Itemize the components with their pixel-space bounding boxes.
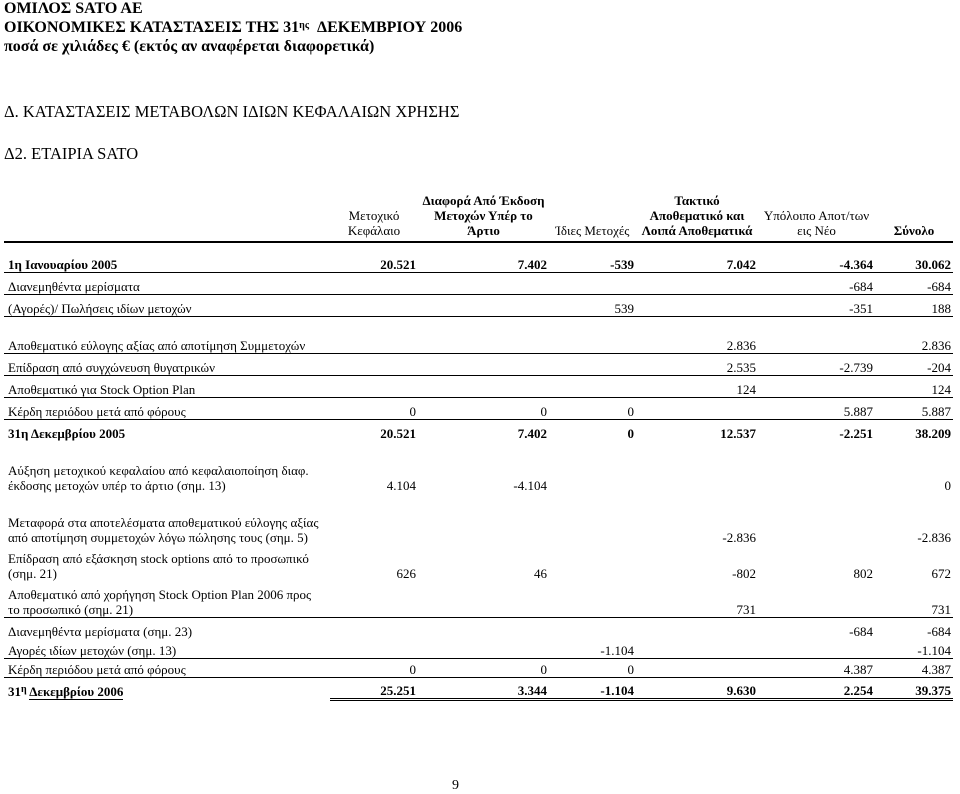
cell-value: 4.387 <box>875 658 953 677</box>
table-row <box>4 316 953 353</box>
cell-value <box>330 375 418 397</box>
cell-value: 2.254 <box>758 677 875 699</box>
table-row-final <box>4 677 953 699</box>
cell-value: 626 <box>396 566 416 581</box>
cell-value: -2.251 <box>758 419 875 441</box>
cell-value: 0 <box>330 658 418 677</box>
cell-value <box>330 272 418 294</box>
page-number: 9 <box>452 778 459 793</box>
column-header: Υπόλοιπο Αποτ/των εις Νέο <box>758 172 875 242</box>
cell-value: 124 <box>636 375 758 397</box>
cell-value: 9.630 <box>636 677 758 699</box>
cell-value: 30.062 <box>915 256 951 272</box>
row-label: Αποθεματικό από χορήγηση Stock Option Plan 2006 προς το προσωπικό (σημ. 21) <box>8 586 312 617</box>
cell-value: 2.836 <box>636 316 758 353</box>
cell-value <box>636 658 758 677</box>
cell-value <box>549 545 636 581</box>
column-header: Ίδιες Μετοχές <box>549 172 636 242</box>
cell-value: 0 <box>549 658 636 677</box>
cell-value <box>549 581 636 617</box>
cell-value <box>330 353 418 375</box>
cell-value <box>330 581 418 617</box>
table-row <box>4 397 953 419</box>
cell-value: 4.104 <box>386 478 416 493</box>
cell-value <box>636 639 758 658</box>
cell-value: 5.887 <box>758 397 875 419</box>
row-label: Επίδραση από συγχώνευση θυγατρικών <box>4 353 330 375</box>
cell-value: 0 <box>418 658 549 677</box>
cell-value: -1.104 <box>600 642 634 658</box>
cell-value <box>330 294 418 316</box>
cell-value: 0 <box>330 397 418 419</box>
cell-value: 38.209 <box>875 419 953 441</box>
cell-value: 25.251 <box>330 677 418 699</box>
cell-value: 0 <box>549 419 636 441</box>
cell-value <box>418 639 549 658</box>
cell-value <box>636 294 758 316</box>
cell-value: 0 <box>418 397 549 419</box>
cell-value: 731 <box>931 601 951 617</box>
cell-value: 20.521 <box>380 256 416 272</box>
row-label: Διανεμηθέντα μερίσματα <box>4 272 330 294</box>
table-row <box>4 658 953 677</box>
row-label: 31η Δεκεμβρίου 2005 <box>4 419 330 441</box>
cell-value <box>330 316 418 353</box>
cell-value: -1.104 <box>549 677 636 699</box>
cell-value: 39.375 <box>875 677 953 699</box>
cell-value <box>418 493 549 545</box>
cell-value: 4.387 <box>758 658 875 677</box>
column-header: Σύνολο <box>875 172 953 242</box>
row-label: Κέρδη περιόδου μετά από φόρους <box>4 397 330 419</box>
table-row <box>4 294 953 316</box>
cell-value <box>549 316 636 353</box>
cell-value <box>758 581 875 617</box>
row-label: (Αγορές)/ Πωλήσεις ιδίων μετοχών <box>4 294 330 316</box>
cell-value: 539 <box>549 294 636 316</box>
cell-value <box>418 294 549 316</box>
cell-value: 672 <box>931 566 951 581</box>
cell-value <box>418 316 549 353</box>
cell-value <box>549 493 636 545</box>
row-label: Μεταφορά στα αποτελέσματα αποθεματικού εύλογης αξίας από αποτίμηση συμμετοχών λόγω πώλησης τους (σημ. 5) <box>8 515 319 545</box>
table-row <box>4 545 953 581</box>
cell-value: 5.887 <box>875 397 953 419</box>
cell-value: 7.042 <box>726 256 756 272</box>
cell-value <box>758 316 875 353</box>
cell-value <box>549 617 636 639</box>
cell-value <box>418 353 549 375</box>
table-row <box>4 441 953 493</box>
cell-value <box>418 375 549 397</box>
cell-value: -684 <box>875 617 953 639</box>
table-row <box>4 581 953 617</box>
cell-value: -802 <box>732 566 756 581</box>
cell-value <box>330 493 418 545</box>
table-row <box>4 272 953 294</box>
cell-value <box>758 639 875 658</box>
cell-value: 46 <box>534 566 547 581</box>
table-row <box>4 242 953 272</box>
cell-value <box>549 272 636 294</box>
section-title: Δ. ΚΑΤΑΣΤΑΣΕΙΣ ΜΕΤΑΒΟΛΩΝ ΙΔΙΩΝ ΚΕΦΑΛΑΙΩΝ ΧΡΗΣΗΣ <box>4 102 460 121</box>
cell-value <box>636 617 758 639</box>
cell-value: 0 <box>944 478 951 493</box>
cell-value: -684 <box>758 617 875 639</box>
cell-value: -684 <box>758 272 875 294</box>
cell-value: 124 <box>875 375 953 397</box>
cell-value: 12.537 <box>636 419 758 441</box>
cell-value: 731 <box>736 601 756 617</box>
row-label: Αγορές ιδίων μετοχών (σημ. 13) <box>8 642 177 658</box>
column-header: Τακτικό Αποθεματικό και Λοιπά Αποθεματικά <box>636 172 758 242</box>
row-label: Αποθεματικό εύλογης αξίας από αποτίμηση Συμμετοχών <box>4 316 330 353</box>
cell-value: -351 <box>758 294 875 316</box>
table-row <box>4 375 953 397</box>
table-row <box>4 639 953 658</box>
cell-value <box>549 441 636 493</box>
cell-value <box>636 397 758 419</box>
cell-value <box>758 441 875 493</box>
cell-value: 2.836 <box>875 316 953 353</box>
equity-changes-table <box>4 172 953 701</box>
cell-value: 20.521 <box>330 419 418 441</box>
cell-value: -2.836 <box>917 530 951 545</box>
table-row <box>4 419 953 441</box>
cell-value: -2.836 <box>722 530 756 545</box>
cell-value: 3.344 <box>418 677 549 699</box>
cell-value: 802 <box>853 566 873 581</box>
column-header: Μετοχικό Κεφάλαιο <box>330 172 418 242</box>
report-title: ΟΙΚΟΝΟΜΙΚΕΣ ΚΑΤΑΣΤΑΣΕΙΣ ΤΗΣ $31^{\eta\varsigma}$ ΔΕΚΕΜΒΡΙΟΥ 2006 <box>4 19 463 36</box>
cell-value: -539 <box>610 256 634 272</box>
cell-value <box>418 617 549 639</box>
company-name: ΟΜΙΛΟΣ SATO AE <box>4 0 143 17</box>
row-label: 1η Ιανουαρίου 2005 <box>8 256 118 272</box>
column-header: Διαφορά Από Έκδοση Μετοχών Υπέρ το Άρτιο <box>418 172 549 242</box>
cell-value <box>758 375 875 397</box>
cell-value: 7.402 <box>418 419 549 441</box>
cell-value <box>758 493 875 545</box>
cell-value <box>330 639 418 658</box>
currency-note: ποσά σε χιλιάδες € (εκτός αν αναφέρεται διαφορετικά) <box>4 38 375 55</box>
cell-value <box>330 617 418 639</box>
subsection-title: Δ2. ΕΤΑΙΡΙΑ SATO <box>4 144 139 163</box>
row-label: Διανεμηθέντα μερίσματα (σημ. 23) <box>4 617 330 639</box>
cell-value: -684 <box>875 272 953 294</box>
cell-value: 2.535 <box>636 353 758 375</box>
table-row <box>4 493 953 545</box>
cell-value: -4.364 <box>839 256 873 272</box>
table-header-row <box>4 172 953 242</box>
cell-value: -4.104 <box>513 478 547 493</box>
cell-value: -1.104 <box>917 642 951 658</box>
row-label: Αύξηση μετοχικού κεφαλαίου από κεφαλαιοποίηση διαφ. έκδοσης μετοχών υπέρ το άρτιο (σημ. 13) <box>8 463 309 493</box>
cell-value <box>418 272 549 294</box>
cell-value <box>636 272 758 294</box>
cell-value <box>418 581 549 617</box>
cell-value <box>549 375 636 397</box>
cell-value: -2.739 <box>758 353 875 375</box>
row-label: Κέρδη περιόδου μετά από φόρους <box>4 658 330 677</box>
row-label: Αποθεματικό για Stock Option Plan <box>4 375 330 397</box>
cell-value: 188 <box>875 294 953 316</box>
row-label: Επίδραση από εξάσκηση stock options από το προσωπικό (σημ. 21) <box>8 551 309 581</box>
table-row <box>4 617 953 639</box>
cell-value: -204 <box>875 353 953 375</box>
cell-value: 0 <box>549 397 636 419</box>
row-label: $31^\eta$ Δεκεμβρίου 2006 <box>4 677 330 699</box>
cell-value: 7.402 <box>517 256 547 272</box>
table-row <box>4 353 953 375</box>
cell-value <box>549 353 636 375</box>
cell-value <box>636 441 758 493</box>
